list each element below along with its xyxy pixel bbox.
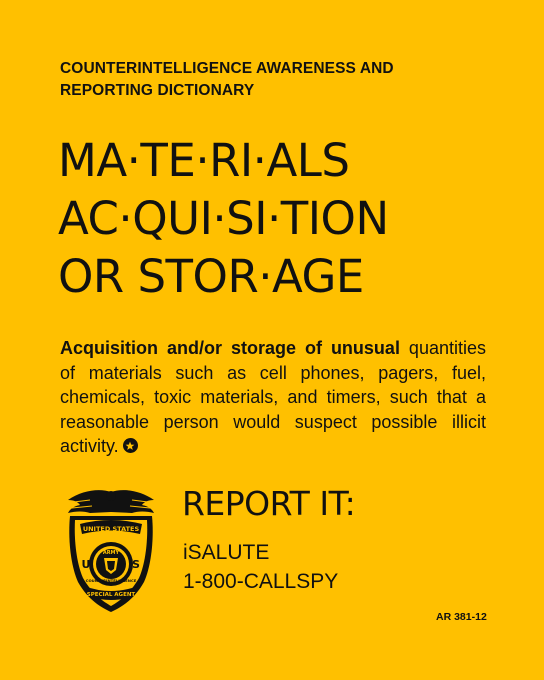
report-phone: 1-800-CALLSPY: [183, 570, 339, 593]
definition: [60, 336, 486, 459]
report-contacts: [183, 538, 338, 596]
badge-bottom-text: SPECIAL AGENT: [86, 592, 136, 598]
header: [60, 58, 480, 102]
star-icon: [123, 438, 138, 453]
badge-left-letter: U: [81, 558, 91, 571]
term-title-line-2: AC·QUI·SI·TION: [58, 192, 389, 245]
term-title: [58, 132, 389, 306]
report-heading: REPORT IT:: [182, 484, 356, 523]
header-line-2: REPORTING DICTIONARY: [60, 82, 255, 99]
badge-top-text: UNITED STATES: [82, 525, 140, 533]
term-title-line-3: OR STOR·AGE: [58, 250, 364, 303]
report-isalute: iSALUTE: [183, 541, 270, 564]
header-line-1: COUNTERINTELLIGENCE AWARENESS AND: [60, 60, 394, 77]
definition-bold: Acquisition and/or storage of unusual: [60, 338, 400, 358]
badge-army-text: ARMY: [102, 550, 120, 556]
badge-right-letter: S: [132, 558, 140, 571]
badge-ci-text: COUNTERINTELLIGENCE: [85, 578, 137, 583]
army-ci-badge-icon: [60, 486, 162, 614]
regulation-reference: AR 381-12: [436, 611, 487, 623]
definition-text: quantities of materials such as cell phones, pagers, fuel, chemicals, toxic materials, and timers, such that a reasonable person would suspect possible illicit activity.: [60, 338, 486, 456]
term-title-line-1: MA·TE·RI·ALS: [58, 134, 350, 187]
